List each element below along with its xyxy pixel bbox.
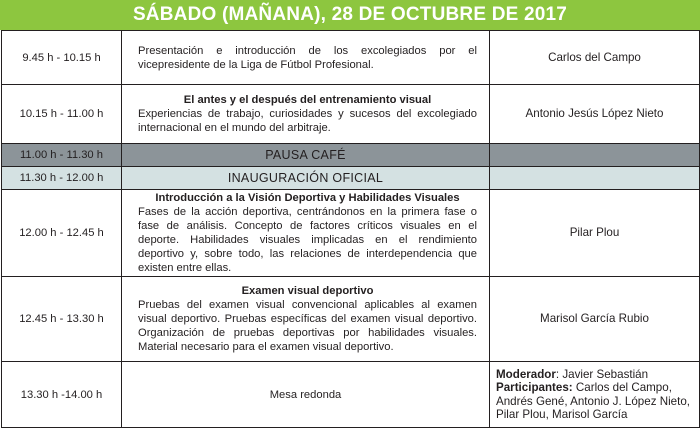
session-cell xyxy=(122,85,490,144)
time-cell: 12.00 h - 12.45 h xyxy=(2,190,122,277)
table-row xyxy=(2,85,700,144)
break-label: PAUSA CAFÉ xyxy=(122,144,490,167)
time-cell: 11.00 h - 11.30 h xyxy=(2,144,122,167)
session-description: Fases de la acción deportiva, centrándonos en la primera fase o fase de análisis. Concepto de factores críticos visuales en el deporte. Habilidades visuales implicadas en el rendimiento deportivo y, sobre todo, las relaciones de interdependencia que existen entre ellas. xyxy=(138,206,477,274)
empty-cell xyxy=(490,144,700,167)
round-table-label: Mesa redonda xyxy=(122,362,490,428)
moderator-name: : Javier Sebastián xyxy=(555,367,649,381)
table-row-inauguration xyxy=(2,167,700,190)
session-description: Experiencias de trabajo, curiosidades y sucesos del excolegiado internacional en el mundo del arbitraje. xyxy=(138,108,477,134)
time-cell: 11.30 h - 12.00 h xyxy=(2,167,122,190)
session-description: Pruebas del examen visual convencional aplicables al examen visual deportivo. Pruebas específicas del examen visual deportivo. Organización de pruebas deportivas por habilidades visuales. Material necesario para el examen visual deportivo. xyxy=(138,299,477,353)
table-row xyxy=(2,31,700,85)
schedule-table xyxy=(1,30,700,428)
participants-label: Participantes: xyxy=(496,381,573,394)
time-cell: 12.45 h - 13.30 h xyxy=(2,277,122,362)
speaker-cell: Antonio Jesús López Nieto xyxy=(490,85,700,144)
session-cell xyxy=(122,190,490,277)
time-cell: 13.30 h -14.00 h xyxy=(2,362,122,428)
moderator-label: Moderador xyxy=(496,367,556,381)
session-cell xyxy=(122,277,490,362)
speaker-cell: Marisol García Rubio xyxy=(490,277,700,362)
empty-cell xyxy=(490,167,700,190)
speaker-cell: Pilar Plou xyxy=(490,190,700,277)
session-description: Presentación e introducción de los excolegiados por el vicepresidente de la Liga de Fútbol Profesional. xyxy=(138,44,477,71)
session-title: Introducción a la Visión Deportiva y Habilidades Visuales xyxy=(155,192,460,204)
time-cell: 9.45 h - 10.15 h xyxy=(2,31,122,85)
session-title: El antes y el después del entrenamiento visual xyxy=(183,94,432,106)
inauguration-label: INAUGURACIÓN OFICIAL xyxy=(122,167,490,190)
speaker-cell: Carlos del Campo xyxy=(490,31,700,85)
schedule-header: SÁBADO (MAÑANA), 28 DE OCTUBRE DE 2017 xyxy=(0,0,700,30)
session-title: Examen visual deportivo xyxy=(241,285,374,297)
table-row xyxy=(2,277,700,362)
table-row-break xyxy=(2,144,700,167)
table-row xyxy=(2,362,700,428)
session-cell xyxy=(122,31,490,85)
time-cell: 10.15 h - 11.00 h xyxy=(2,85,122,144)
participants-names: Carlos del Campo, Andrés Gené, Antonio J. López Nieto, Pilar Plou, Marisol García xyxy=(496,381,690,421)
table-row xyxy=(2,190,700,277)
moderator-cell xyxy=(490,362,700,428)
